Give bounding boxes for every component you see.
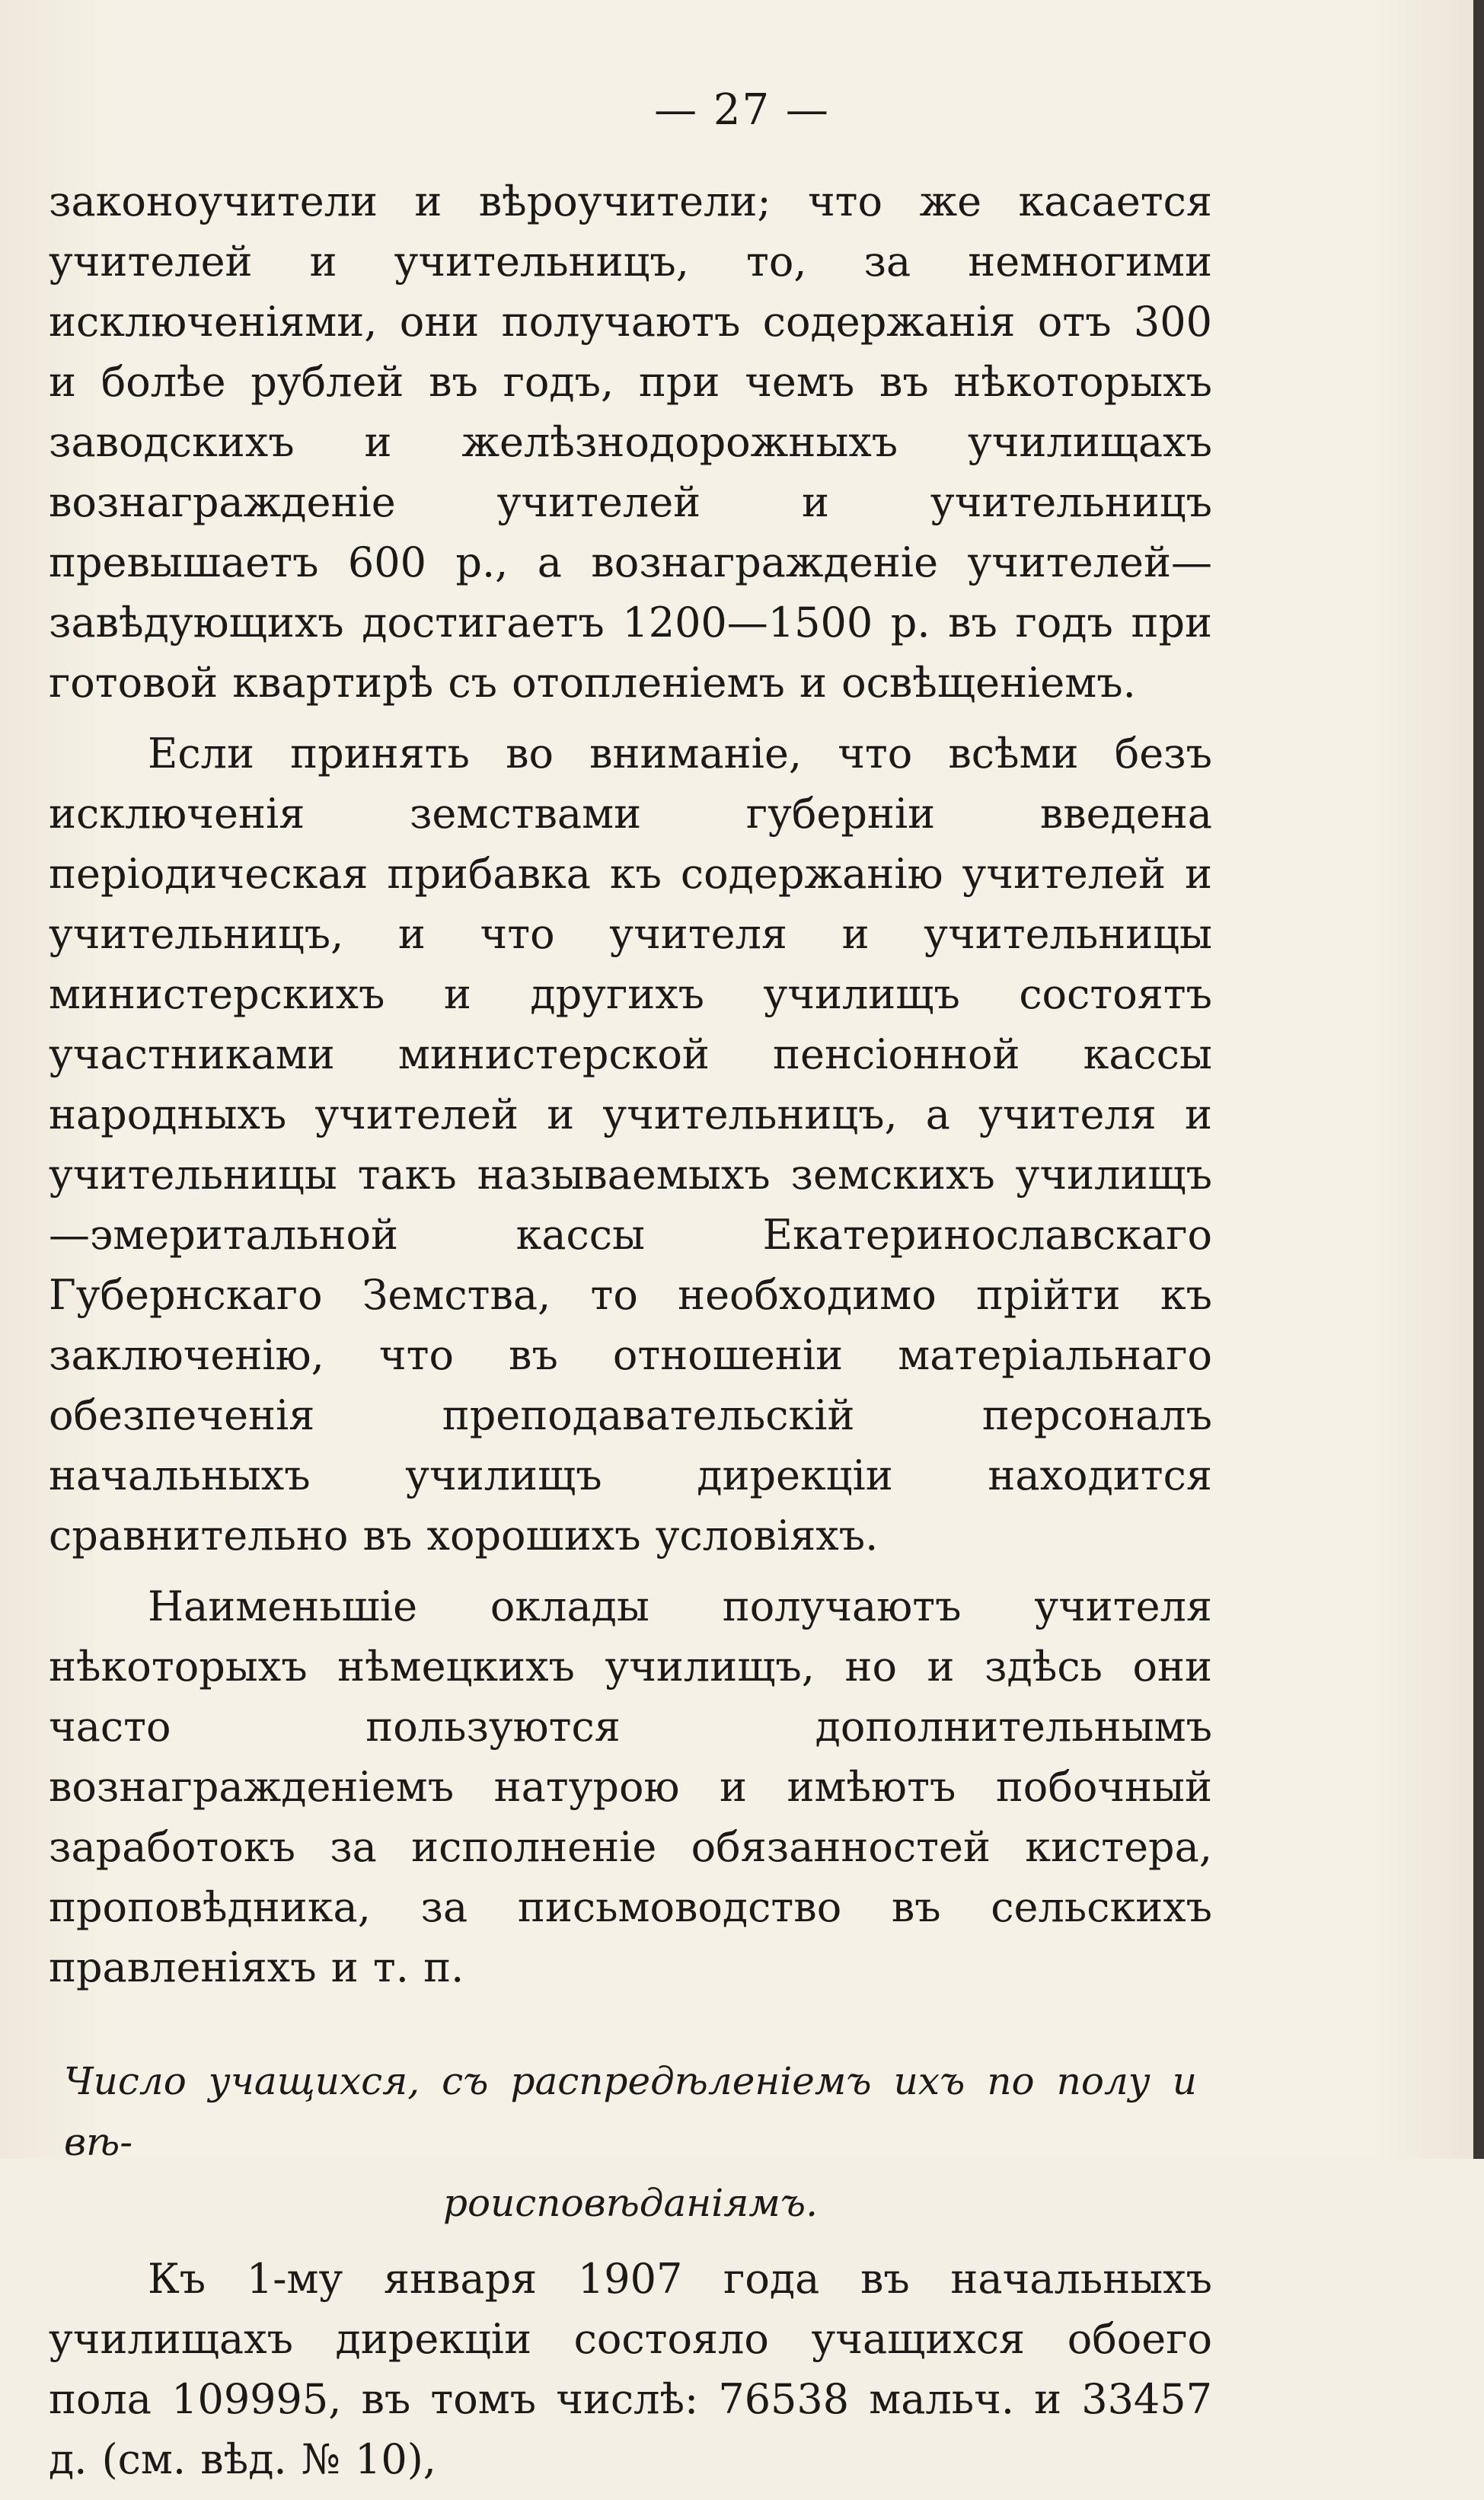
body-text — [49, 171, 1212, 2500]
section-heading-line-2: роисповѣданіямъ. — [442, 2181, 819, 2225]
paragraph-2: Если принять во вниманіе, что всѣми безъ исключенія земствами губерніи введена періодическая прибавка къ содержанію учителей и учительницъ, и что учителя и учительницы министерскихъ и другихъ училищъ состоятъ участниками министерской пенсіонной кассы народныхъ учителей и учительницъ, а учителя и учительницы такъ называемыхъ земскихъ училищъ—эмеритальной кассы Екатеринославскаго Губернскаго Земства, то необходимо прійти къ заключенію, что въ отношеніи матеріальнаго обезпеченія преподавательскій персоналъ начальныхъ училищъ дирекціи находится сравнительно въ хорошихъ условіяхъ. — [49, 730, 1212, 1560]
section-heading — [64, 2051, 1197, 2233]
page-number: — 27 — — [654, 85, 830, 135]
paragraph-1: законоучители и вѣроучители; что же касается учителей и учительницъ, то, за немногими исключеніями, они получаютъ содержанія отъ 300 и болѣе рублей въ годъ, при чемъ въ нѣкоторыхъ заводскихъ и желѣзнодорожныхъ училищахъ вознагражденіе учителей и учительницъ превышаетъ 600 р., а вознагражденіе учителей—завѣдующихъ достигаетъ 1200—1500 р. въ годъ при готовой квартирѣ съ отопленіемъ и освѣщеніемъ. — [49, 177, 1212, 707]
page-edge-shadow — [1473, 0, 1484, 2159]
paragraph-4: Къ 1-му января 1907 года въ начальныхъ училищахъ дирекціи состояло учащихся обоего пола 109995, въ томъ числѣ: 76538 мальч. и 33457 д. (см. вѣд. № 10), — [49, 2255, 1212, 2483]
paragraph-3: Наименьшіе оклады получаютъ учителя нѣкоторыхъ нѣмецкихъ училищъ, но и здѣсь они часто пользуются дополнительнымъ вознагражденіемъ натурою и имѣютъ побочный заработокъ за исполненіе обязанностей кистера, проповѣдника, за письмоводство въ сельскихъ правленіяхъ и т. п. — [49, 1582, 1212, 1991]
section-heading-line-1: Число учащихся, съ распредѣленіемъ ихъ по полу и вѣ- — [64, 2059, 1197, 2164]
